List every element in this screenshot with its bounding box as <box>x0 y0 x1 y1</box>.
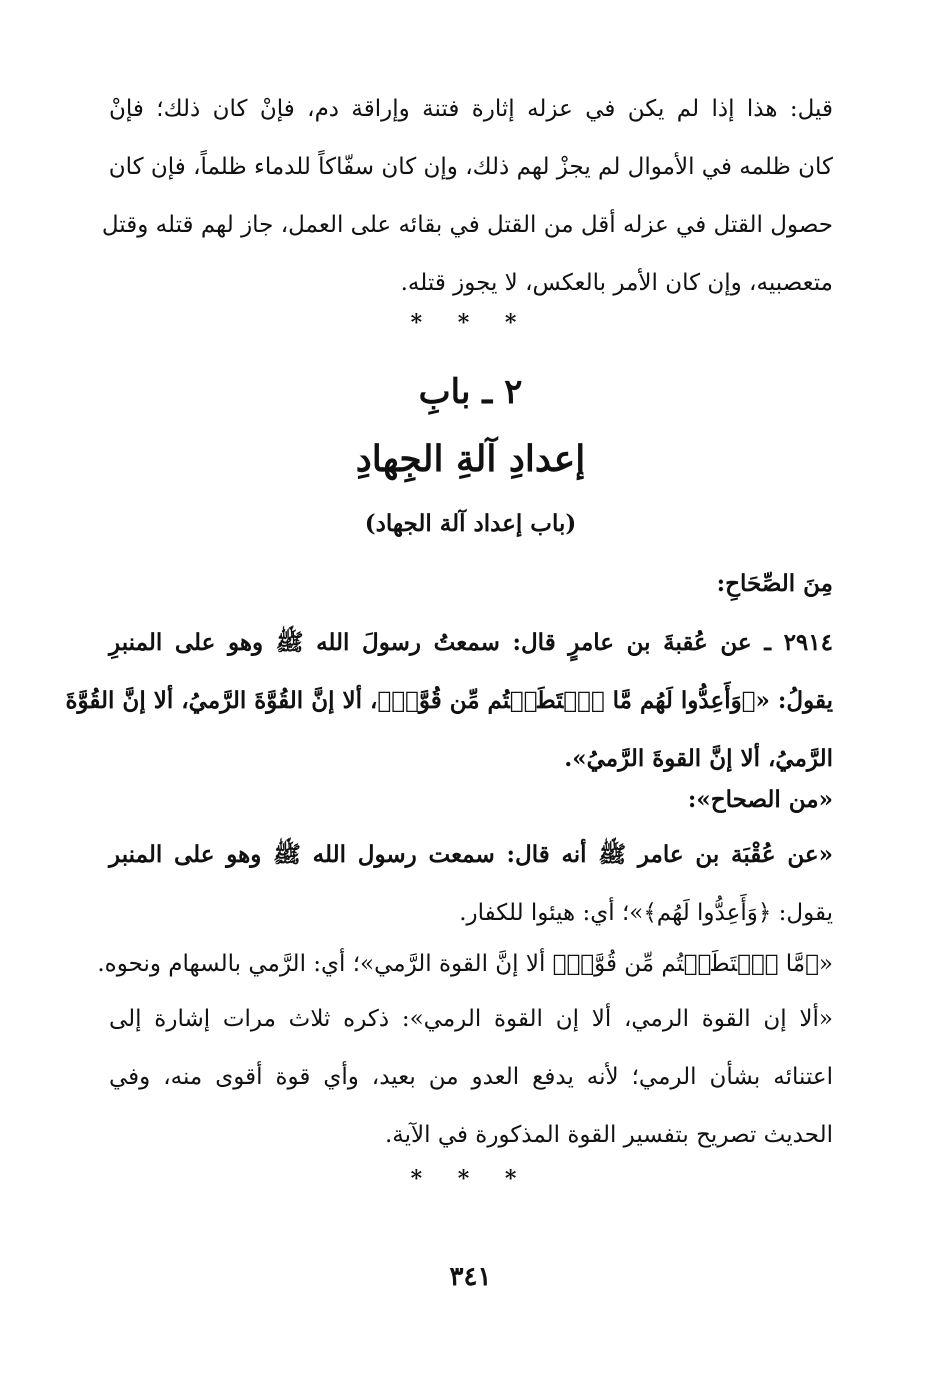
commentary-line: اعتنائه بشأن الرمي؛ لأنه يدفع العدو من بعيد، وأي قوة أقوى منه، وفي <box>109 1064 833 1090</box>
section-separator: * * * <box>410 1166 531 1192</box>
hadith-line: ٢٩١٤ ـ عن عُقبةَ بن عامرٍ قال: سمعتُ رسولَ الله ﷺ وهو على المنبرِ <box>109 629 833 656</box>
hadith-line: الرَّميُ، ألا إنَّ القوةَ الرَّميُ». <box>564 745 833 772</box>
commentary-line: الحديث تصريح بتفسير القوة المذكورة في الآية. <box>384 1122 833 1148</box>
chapter-subtitle: (باب إعداد آلة الجهاد) <box>364 510 577 537</box>
commentary-line: يقول: ﴿وَأَعِدُّوا لَهُم﴾»؛ أي: هيئوا للكفار. <box>459 900 833 926</box>
paragraph-line: كان ظلمه في الأموال لم يجزْ لهم ذلك، وإن كان سفّاكاً للدماء ظلماً، فإن كان <box>108 154 833 180</box>
paragraph-line: حصول القتل في عزله أقل من القتل في بقائه على العمل، جاز لهم قتله وقتل <box>101 212 833 238</box>
chapter-title: إعدادِ آلةِ الجِهادِ <box>355 438 586 480</box>
commentary-paragraph-1 <box>109 826 833 942</box>
paragraph-line: متعصبيه، وإن كان الأمر بالعكس، لا يجوز قتله. <box>400 270 833 296</box>
commentary-heading: «من الصحاح»: <box>687 786 833 813</box>
commentary-line: «ألا إن القوة الرمي، ألا إن القوة الرمي»: ذكره ثلاث مرات إشارة إلى <box>109 1006 833 1032</box>
commentary-paragraph-3 <box>109 990 833 1164</box>
top-paragraph <box>101 80 833 312</box>
commentary-paragraph-2: «﴿مَّا ٱسۡتَطَعۡتُم مِّن قُوَّةٖ﴾ ألا إنَّ القوة الرَّمي»؛ أي: الرَّمي بالسهام ونحوه. <box>97 951 833 977</box>
hadith-line: يقولُ: «﴿وَأَعِدُّوا لَهُم مَّا ٱسۡتَطَعۡتُم مِّن قُوَّةٖ﴾، ألا إنَّ القُوَّةَ الرَّميُ، ألا إنَّ القُوَّةَ <box>65 687 833 714</box>
paragraph-line: قيل: هذا إذا لم يكن في عزله إثارة فتنة وإراقة دم، فإنْ كان ذلك؛ فإنْ <box>109 96 833 122</box>
commentary-line: «عن عُقْبَة بن عامر ﷺ أنه قال: سمعت رسول الله ﷺ وهو على المنبر <box>109 841 833 868</box>
section-separator: * * * <box>410 310 531 336</box>
page-number: ٣٤١ <box>449 1262 492 1292</box>
section-heading: مِنَ الصِّحَاحِ: <box>716 570 833 597</box>
hadith-text <box>65 614 833 788</box>
chapter-number: ٢ ـ بابِ <box>418 372 523 412</box>
